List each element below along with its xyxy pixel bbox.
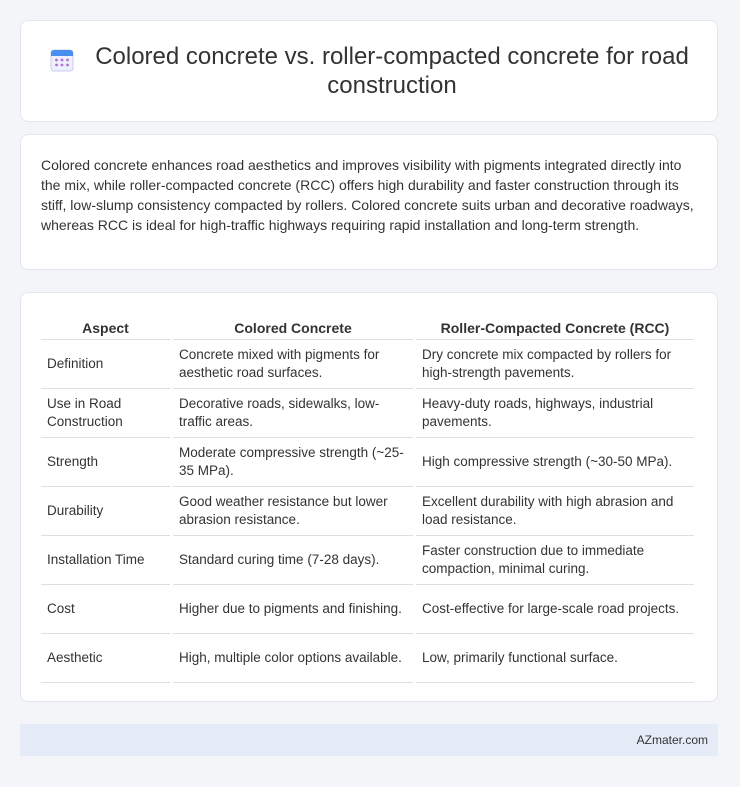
row-rcc: Heavy-duty roads, highways, industrial pavements. [416,389,694,438]
page-title: Colored concrete vs. roller-compacted concrete for road construction [95,43,689,99]
summary-text: Colored concrete enhances road aesthetics and improves visibility with pigments integrated directly into the mix, while roller-compacted concrete (RCC) offers high durability and faster construction through its stiff, low-slump consistency compacted by rollers. Colored concrete suits urban and decorative roadways, whereas RCC is ideal for high-traffic highways requiring rapid installation and long-term strength. [41,157,694,233]
table-row [41,340,694,389]
table-row [41,389,694,438]
row-rcc: Low, primarily functional surface. [416,634,694,683]
footer-site-link[interactable]: AZmater.com [636,733,708,747]
row-rcc: High compressive strength (~30-50 MPa). [416,438,694,487]
row-colored-concrete: High, multiple color options available. [173,634,413,683]
comparison-table-card [20,292,718,702]
calendar-icon [49,47,75,73]
title-card [20,20,718,122]
column-header-aspect: Aspect [41,315,170,340]
row-rcc: Dry concrete mix compacted by rollers for high-strength pavements. [416,340,694,389]
row-colored-concrete: Higher due to pigments and finishing. [173,585,413,634]
row-colored-concrete: Moderate compressive strength (~25-35 MPa). [173,438,413,487]
row-aspect: Installation Time [41,536,170,585]
row-rcc: Faster construction due to immediate compaction, minimal curing. [416,536,694,585]
row-colored-concrete: Decorative roads, sidewalks, low-traffic areas. [173,389,413,438]
footer [20,724,718,756]
table-row [41,585,694,634]
row-aspect: Durability [41,487,170,536]
row-rcc: Cost-effective for large-scale road projects. [416,585,694,634]
row-aspect: Use in Road Construction [41,389,170,438]
row-aspect: Aesthetic [41,634,170,683]
table-header-row [41,315,694,340]
summary-card [20,134,718,270]
table-row [41,438,694,487]
table-row [41,536,694,585]
row-colored-concrete: Concrete mixed with pigments for aesthetic road surfaces. [173,340,413,389]
row-rcc: Excellent durability with high abrasion and load resistance. [416,487,694,536]
row-aspect: Definition [41,340,170,389]
row-aspect: Strength [41,438,170,487]
column-header-colored-concrete: Colored Concrete [173,315,413,340]
table-row [41,634,694,683]
table-row [41,487,694,536]
comparison-table [38,315,697,683]
column-header-rcc: Roller-Compacted Concrete (RCC) [416,315,694,340]
row-colored-concrete: Standard curing time (7-28 days). [173,536,413,585]
row-colored-concrete: Good weather resistance but lower abrasion resistance. [173,487,413,536]
title-wrap [49,42,689,100]
row-aspect: Cost [41,585,170,634]
